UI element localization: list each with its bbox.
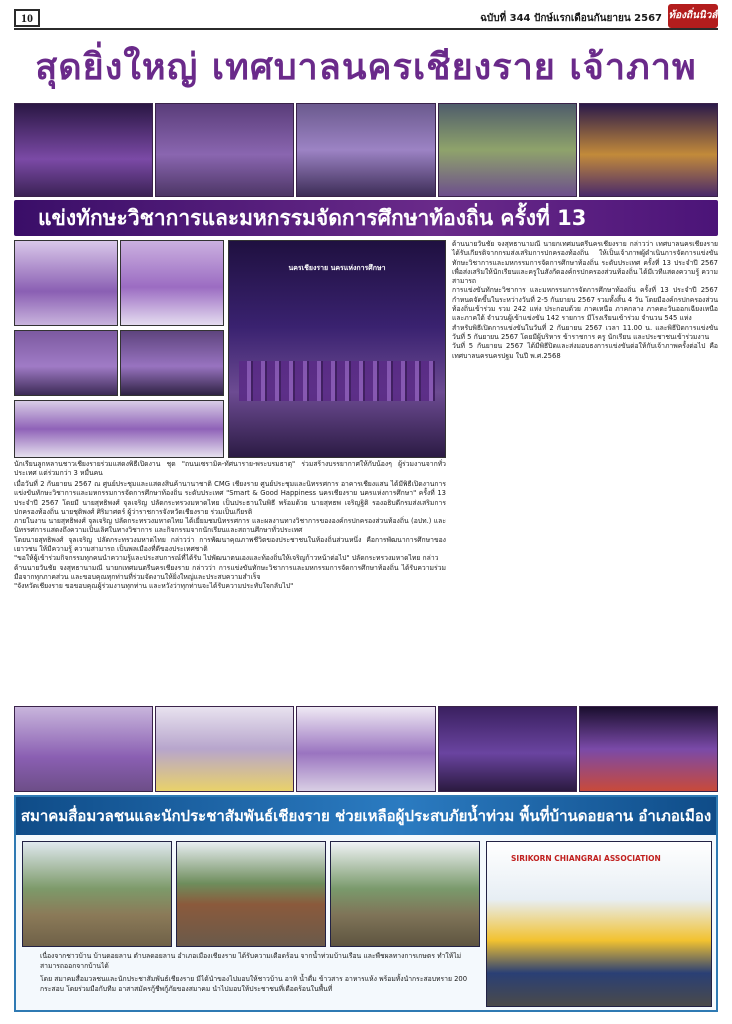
photo-5: [579, 103, 718, 197]
right-paragraph: ด้านนายวันชัย จงสุทธานามณี นายกเทศมนตรีนครเชียงราย กล่าวว่า เทศบาลนครเชียงราย ได้รับเกียรติจากกรมส่งเสริมการปกครองท้องถิ่น ให้เป็นเจ้าภาพผู้ดำเนินการจัดการแข่งขันทักษะวิชาการและมหกรรมการจัดการศึกษาท้องถิ่น ระดับประเทศ ครั้งที่ 13 ประจำปี 2567 เพื่อส่งเสริมให้นักเรียนและครูในสังกัดองค์กรปกครองส่วนท้องถิ่น ได้มีเวทีแสดงความรู้ ความสามารถ: [452, 240, 718, 286]
top-photo-strip: [14, 103, 718, 197]
photo-3: [296, 103, 435, 197]
right-paragraph: วันที่ 5 กันยายน 2567 ได้มีพิธีปิดและส่งมอบธงการแข่งขันต่อให้กับเจ้าภาพครั้งต่อไป คือ เทศบาลนครนครปฐม ในปี พ.ศ.2568: [452, 342, 718, 360]
headline: สุดยิ่งใหญ่ เทศบาลนครเชียงราย เจ้าภาพ: [35, 47, 697, 88]
photo-left-1: [14, 240, 118, 326]
right-paragraph: สำหรับพิธีเปิดการแข่งขันในวันที่ 2 กันยายน 2567 เวลา 11.00 น. และพิธีปิดการแข่งขัน วันที่ 5 กันยายน 2567 โดยมีผู้บริหาร ข้าราชการ ครู นักเรียน และประชาชนเข้าร่วมงาน: [452, 323, 718, 341]
photo-b4: [438, 706, 577, 792]
flood-article: [40, 951, 480, 994]
left-photo-group: [14, 240, 224, 458]
section-banner: [14, 200, 718, 236]
photo-b2: [155, 706, 294, 792]
photo-left-3: [14, 330, 118, 396]
photo-b1: [14, 706, 153, 792]
flood-photo-volunteers: [486, 841, 712, 1007]
photo-b5: [579, 706, 718, 792]
left-paragraph: โดยนายสุทธิพงศ์ จุลเจริญ ปลัดกระทรวงมหาดไทย กล่าวว่า การพัฒนาคุณภาพชีวิตของประชาชนในท้องถิ่นส่วนหนึ่ง คือการพัฒนาการศึกษาของเยาวชน ให้มีความรู้ ความสามารถ เป็นพลเมืองที่ดีของประเทศชาติ: [14, 535, 446, 554]
photo-b3: [296, 706, 435, 792]
flood-aid-section: [14, 795, 718, 1012]
flood-paragraph: เนื่องจากชาวบ้าน บ้านดอยลาน ตำบลดอยลาน อำเภอเมืองเชียงราย ได้รับความเดือดร้อน จากน้ำท่วมบ้านเรือน และพืชผลทางการเกษตร ทำให้ไม่สามารถออกจากบ้านได้: [40, 952, 462, 970]
stage-photo: [228, 240, 446, 458]
banner-title: แข่งทักษะวิชาการและมหกรรมจัดการศึกษาท้องถิ่น ครั้งที่ 13: [38, 206, 587, 230]
page-header: [14, 8, 718, 30]
van-text: SIRIKORN CHIANGRAI ASSOCIATION: [511, 854, 661, 863]
flood-photo-1: [22, 841, 172, 947]
flood-paragraph: โดย สมาคมสื่อมวลชนและนักประชาสัมพันธ์เชียงราย มีได้นำของไปมอบให้ชาวบ้าน อาทิ น้ำดื่ม ข้าวสาร อาหารแห้ง พร้อมทั้งนำกระสอบทราย 200 กระสอบ โดยร่วมมือกับทีม อาสาสมัครกู้ชีพกู้ภัยของสมาคม นำไปมอบให้ประชาชนที่เดือดร้อนในพื้นที่: [40, 975, 468, 993]
flood-photo-3: [330, 841, 480, 947]
left-paragraph: เมื่อวันที่ 2 กันยายน 2567 ณ ศูนย์ประชุมและแสดงสินค้านานาชาติ CMG เชียงราย ศูนย์ประชุมและนิทรรศการ อาคารเชียงแสน ได้มีพิธีเปิดงานการแข่งขันทักษะวิชาการและมหกรรมการจัดการศึกษาท้องถิ่น ระดับประเทศ "Smart & Good Happiness นครเชียงราย นครแห่งการศึกษา" ครั้งที่ 13 ประจำปี 2567 โดยมี นายสุทธิพงศ์ จุลเจริญ ปลัดกระทรวงมหาดไทย เป็นประธานในพิธี พร้อมด้วย นายสุทธพ เจริญฐิติ รองอธิบดีกรมส่งเสริมการปกครองท้องถิ่น นายชุติพงศ์ ศิริมาศตร์ ผู้ว่าราชการจังหวัดเชียงราย ร่วมเป็นเกียรติ: [14, 480, 446, 516]
flood-banner: [16, 797, 716, 835]
photo-left-5: [14, 400, 224, 458]
left-paragraph: "ขอให้ผู้เข้าร่วมกิจกรรมทุกคนนำความรู้และประสบการณ์ที่ได้รับ ไปพัฒนาตนเองและท้องถิ่นให้เจริญก้าวหน้าต่อไป" ปลัดกระทรวงมหาดไทย กล่าว: [14, 554, 439, 563]
flood-photo-2: [176, 841, 326, 947]
left-paragraph: ภายในงาน นายสุทธิพงศ์ จุลเจริญ ปลัดกระทรวงมหาดไทย ได้เยี่ยมชมนิทรรศการ และผลงานทางวิชาการขององค์กรปกครองส่วนท้องถิ่น (อปท.) และนิทรรศการแสดงถึงความเป็นเลิศในทางวิชาการ และกิจกรรมจากนักเรียนและสถานศึกษาทั่วประเทศ: [14, 517, 446, 535]
photo-1: [14, 103, 153, 197]
flood-title: สมาคมสื่อมวลชนและนักประชาสัมพันธ์เชียงราย ช่วยเหลือผู้ประสบภัยน้ำท่วม พื้นที่บ้านดอยลาน อำเภอเมือง: [20, 807, 712, 825]
stage-sign: นครเชียงราย นครแห่งการศึกษา: [288, 264, 386, 272]
newspaper-logo: ท้องถิ่นนิวส์: [668, 4, 718, 28]
left-paragraph: "จังหวัดเชียงราย ขอขอบคุณผู้ร่วมงานทุกท่าน และหวังว่าทุกท่านจะได้รับความประทับใจกลับไป": [14, 582, 294, 591]
left-paragraph: ด้านนายวันชัย จงสุทธานามณี นายกเทศมนตรีนครเชียงราย กล่าวว่า การแข่งขันทักษะวิชาการและมหกรรมการจัดการศึกษาท้องถิ่น ได้รับความร่วมมือจากทุกภาคส่วน และขอบคุณทุกท่านที่ร่วมจัดงานให้ยิ่งใหญ่และประสบความสำเร็จ: [14, 563, 446, 581]
article-left-column: [14, 480, 446, 592]
page-number: 10: [14, 9, 40, 27]
photo-4: [438, 103, 577, 197]
stage-people: [239, 361, 435, 401]
right-paragraph: การแข่งขันทักษะวิชาการ และมหกรรมการจัดการศึกษาท้องถิ่น ครั้งที่ 13 ประจำปี 2567 กำหนดจัดขึ้นในระหว่างวันที่ 2-5 กันยายน 2567 รวมทั้งสิ้น 4 วัน โดยมีองค์กรปกครองส่วนท้องถิ่นเข้าร่วม รวม 242 แห่ง ประกอบด้วย ภาคเหนือ ภาคกลาง ภาคตะวันออกเฉียงเหนือ และภาคใต้ จำนวนผู้เข้าแข่งขัน 142 รายการ มีโรงเรียนเข้าร่วม จำนวน 545 แห่ง: [452, 286, 718, 323]
photo-caption: นักเรียนลูกหลานชาวเชียงรายร่วมแสดงพิธีเปิดงาน ชุด "ถนนเซรามิค-ทัศนาราย-พระบรมธาตุ" ร่วมสร้างบรรยากาศให้กับน้องๆ ผู้ร่วมงานจากทั่วประเทศ แต่ร่วมกว่า 3 หมื่นคน: [14, 460, 446, 478]
bottom-photo-strip: [14, 706, 718, 792]
issue-info: ฉบับที่ 344 ปักษ์แรกเดือนกันยายน 2567: [480, 13, 662, 24]
photo-left-2: [120, 240, 224, 326]
article-right-column: [452, 240, 718, 361]
photo-2: [155, 103, 294, 197]
photo-left-4: [120, 330, 224, 396]
